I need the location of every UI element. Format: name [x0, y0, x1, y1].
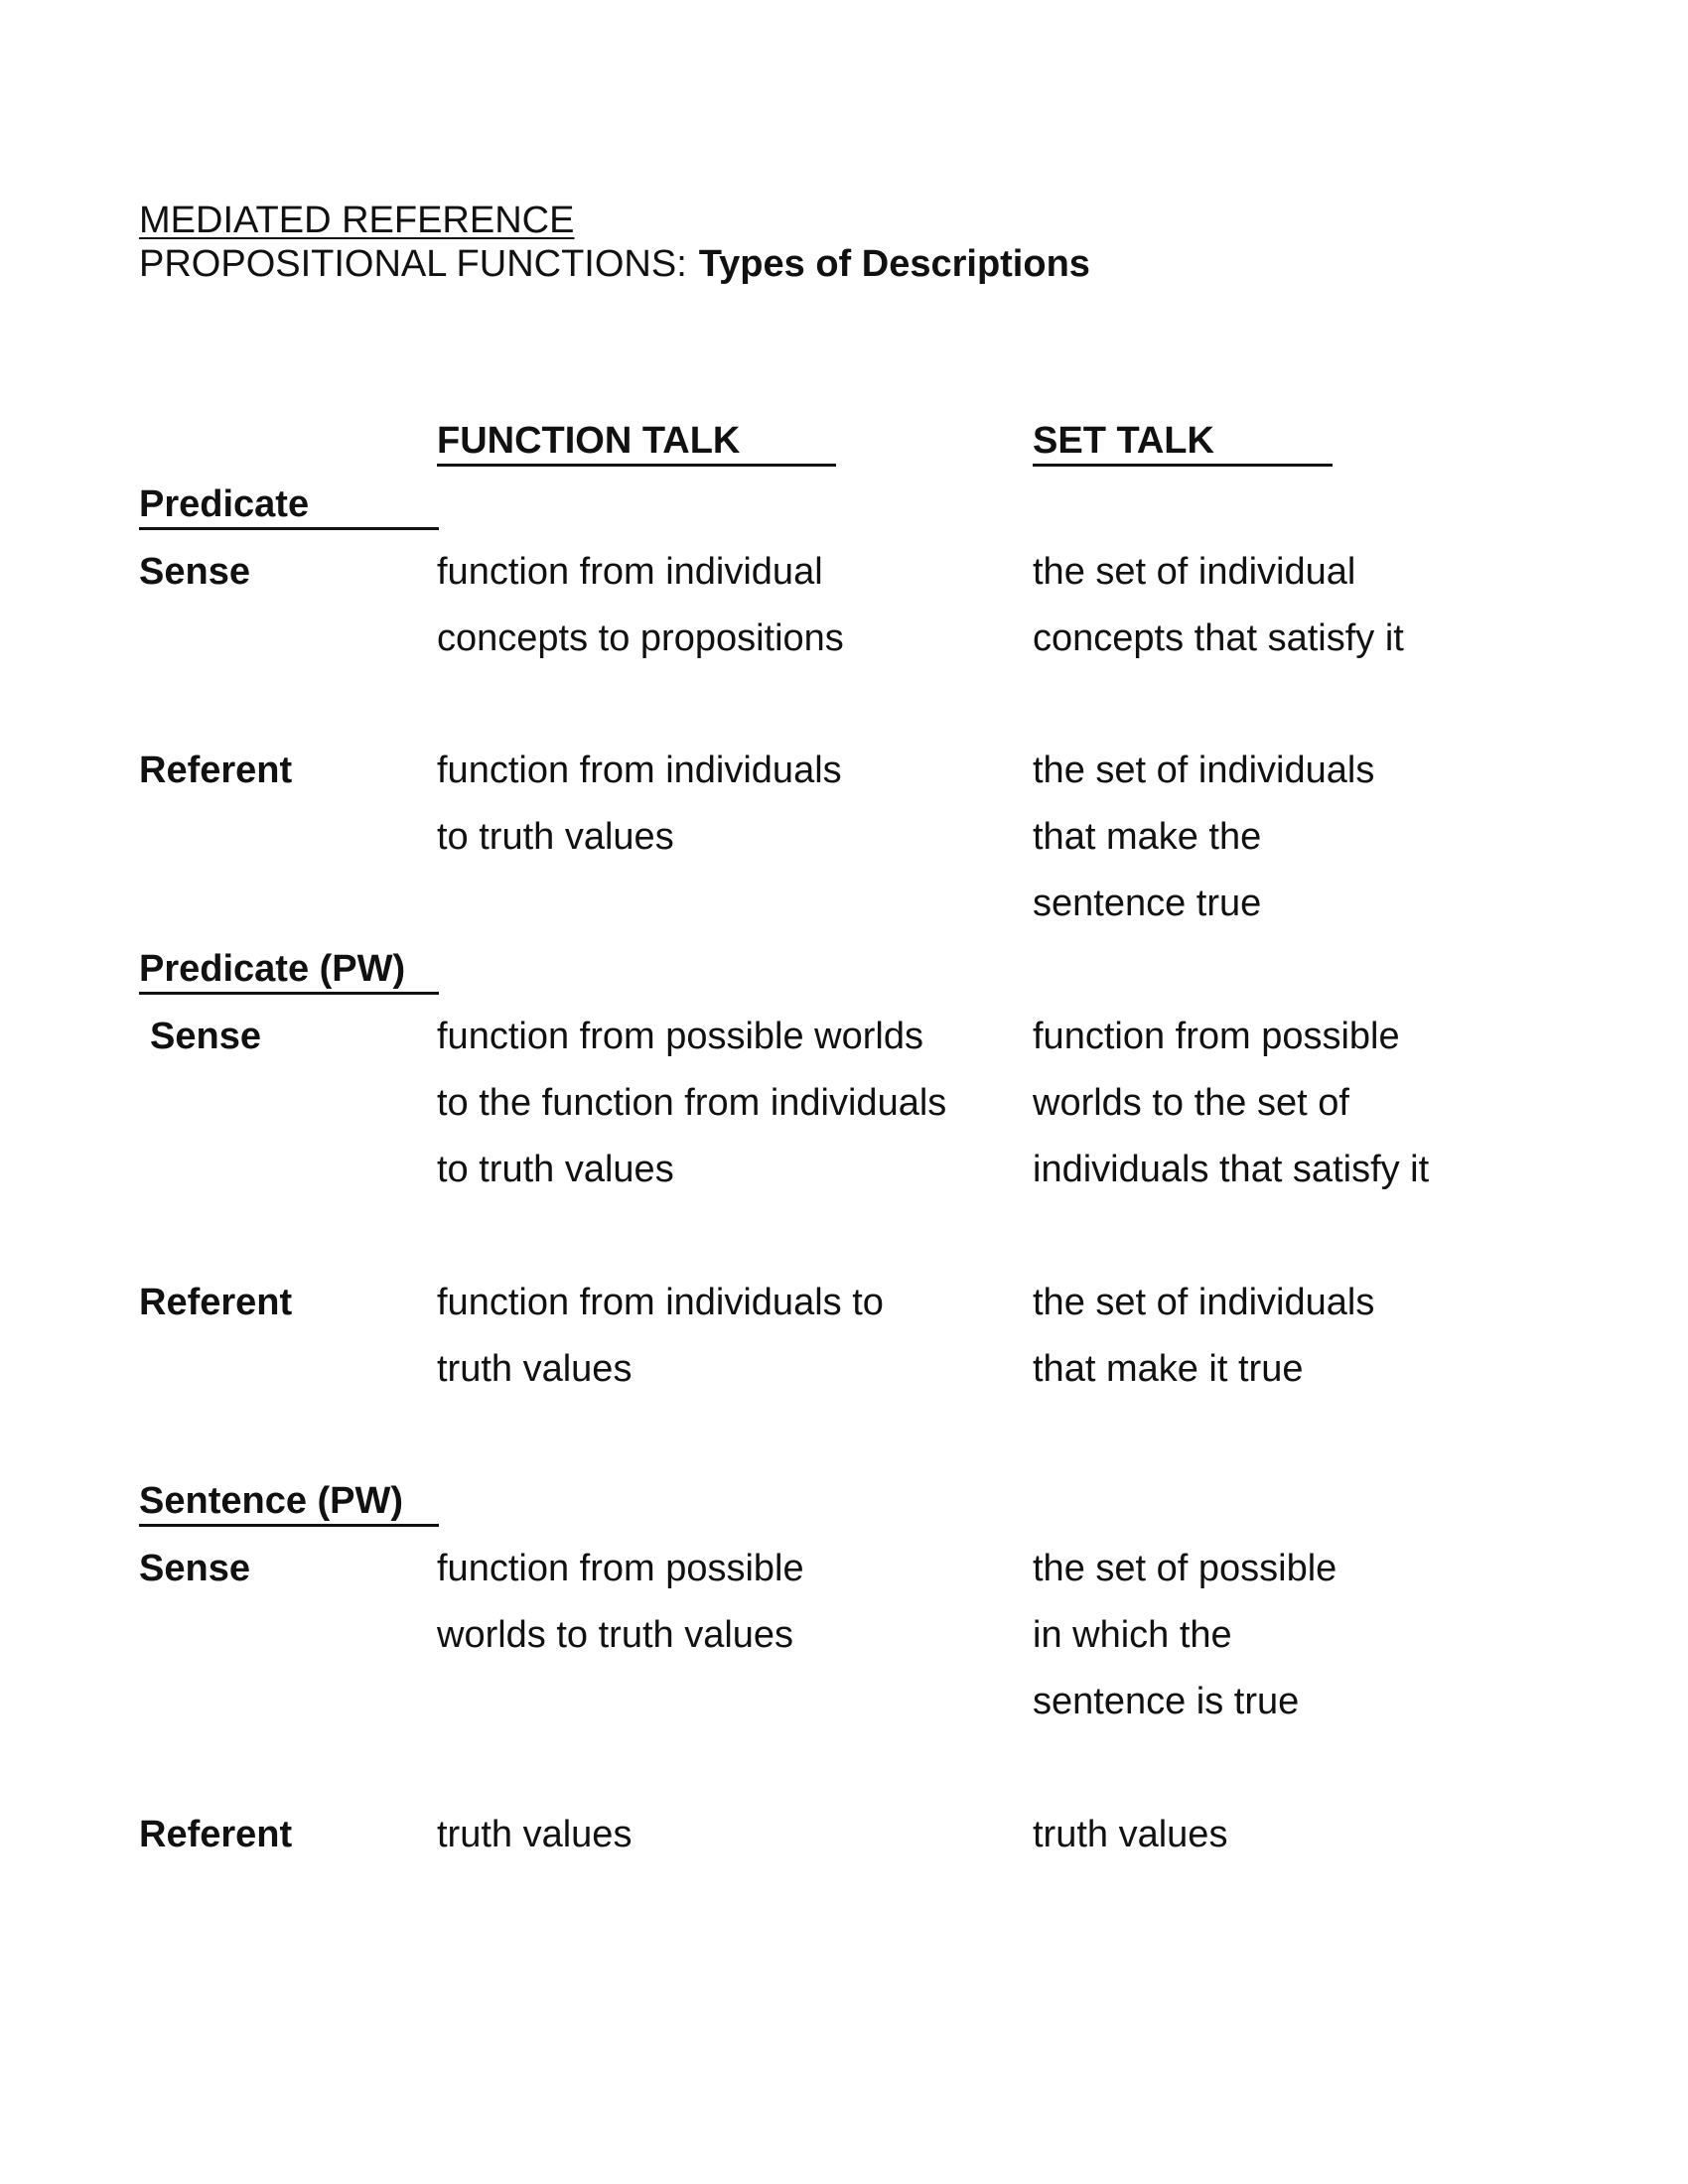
cell-set-talk	[1033, 1270, 1374, 1403]
row-label-referent: Referent	[139, 1282, 293, 1323]
cell-line: function from possible	[1033, 1016, 1400, 1057]
cell-line: worlds to the set of	[1033, 1082, 1349, 1124]
cell-line: that make it true	[1033, 1348, 1304, 1390]
cell-line: in which the	[1033, 1614, 1232, 1656]
section-heading-predicate: Predicate	[139, 481, 439, 530]
cell-function-talk	[437, 738, 842, 871]
row-label-sense: Sense	[139, 1548, 250, 1589]
cell-line: concepts to propositions	[437, 617, 844, 659]
cell-function-talk	[437, 1536, 804, 1669]
cell-function-talk	[437, 539, 844, 672]
cell-function-talk	[437, 1004, 946, 1203]
cell-line: truth values	[437, 1814, 633, 1855]
row-label-referent: Referent	[139, 1814, 293, 1855]
cell-line: the set of individual	[1033, 551, 1356, 593]
cell-line: sentence true	[1033, 883, 1262, 924]
cell-line: to truth values	[437, 816, 674, 858]
column-header-set-talk: SET TALK	[1033, 418, 1333, 467]
cell-set-talk	[1033, 1802, 1227, 1868]
cell-line: to the function from individuals	[437, 1082, 947, 1124]
row-label-referent: Referent	[139, 750, 293, 791]
cell-line: to truth values	[437, 1149, 674, 1190]
cell-line: sentence is true	[1033, 1681, 1300, 1722]
row-label-sense: Sense	[150, 1016, 261, 1057]
cell-set-talk	[1033, 738, 1374, 937]
cell-line: function from possible	[437, 1548, 804, 1589]
cell-line: function from individual	[437, 551, 823, 593]
section-heading-predicate-pw: Predicate (PW)	[139, 946, 439, 995]
subtitle-sub: Types of Descriptions	[698, 243, 1090, 285]
cell-set-talk	[1033, 1004, 1429, 1203]
column-header-function-talk: FUNCTION TALK	[437, 418, 836, 467]
cell-set-talk	[1033, 539, 1404, 672]
cell-line: worlds to truth values	[437, 1614, 794, 1656]
cell-line: the set of individuals	[1033, 750, 1375, 791]
section-heading-sentence-pw: Sentence (PW)	[139, 1478, 439, 1527]
cell-function-talk	[437, 1270, 884, 1403]
cell-line: function from individuals	[437, 750, 842, 791]
cell-line: truth values	[437, 1348, 633, 1390]
cell-line: the set of possible	[1033, 1548, 1337, 1589]
row-label-sense: Sense	[139, 551, 250, 593]
subtitle-main: PROPOSITIONAL FUNCTIONS:	[139, 243, 687, 285]
cell-line: function from possible worlds	[437, 1016, 923, 1057]
document-title: MEDIATED REFERENCE	[139, 200, 575, 241]
cell-line: the set of individuals	[1033, 1282, 1375, 1323]
cell-line: concepts that satisfy it	[1033, 617, 1404, 659]
cell-function-talk	[437, 1802, 632, 1868]
cell-line: truth values	[1033, 1814, 1228, 1855]
document-subtitle	[139, 241, 1090, 287]
cell-line: that make the	[1033, 816, 1262, 858]
cell-line: function from individuals to	[437, 1282, 884, 1323]
cell-set-talk	[1033, 1536, 1336, 1735]
cell-line: individuals that satisfy it	[1033, 1149, 1430, 1190]
